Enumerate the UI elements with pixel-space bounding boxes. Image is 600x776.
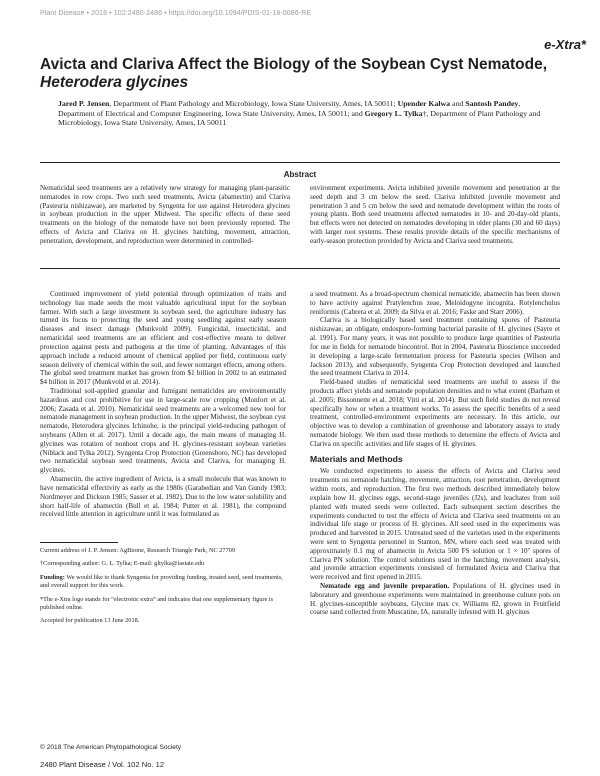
- body-paragraph: Field-based studies of nematicidal seed treatments are useful to assess if the products affect yields and nematode population densities and to what extent (Barham et al. 2005; Bissonnette et al. 2018; Vitti et al. 2014). But such field studies do not reveal specifically how or when a treatment works. To assess the specific benefits of a seed treatment, controlled-environment experiments are necessary. In this article, our objective was to develop a combination of greenhouse and laboratory assays to study nematode biology. We then used these methods to determine the effects of Avicta and Clariva on specific activities and life stages of H. glycines.: [310, 378, 560, 448]
- copyright-line: © 2018 The American Phytopathological Society: [40, 744, 182, 751]
- e-xtra-note: *The e-Xtra logo stands for “electronic extra” and indicates that one supplementary figure is published online.: [40, 595, 274, 612]
- abstract-top-rule: [40, 162, 560, 163]
- page-number-line: 2480 Plant Disease / Vol. 102 No. 12: [40, 760, 165, 769]
- footnote-rule: [40, 542, 118, 543]
- author-separator: and: [450, 99, 466, 108]
- section-heading-materials-methods: Materials and Methods: [310, 453, 403, 464]
- author-name: Santosh Pandey: [465, 99, 519, 108]
- body-paragraph: a seed treatment. As a broad-spectrum chemical nematicide, abamectin has been shown to have activity against Pratylenchus zeae, Meloidogyne incognita, Rotylenchulus reniformis (Cabrera et al. 2009; da Silva et al. 2016; Faske and Starr 2006).: [310, 290, 560, 316]
- body-paragraph: Continued improvement of yield potential through optimization of traits and technology has made seeds the most valuable agricultural input for the soybean farmer. With such a large investment in soybean seed, the agriculture industry has turned its focus to protecting the seed and young seedling against early season diseases and insect damage (Munkvold 2009). Fungicidal, insecticidal, and nematicidal seed treatments are an efficient and cost-effective means to deliver protection against pests and pathogens at the time of planting. Advantages of this approach include a reduced amount of chemical applied per field, continuous early season delivery of chemical within the soil, and fewer nontarget effects, among others. The global seed treatment market has grown from $1 billion in 2002 to an estimated $4 billion in 2017 (Munkvold et al. 2014).: [40, 290, 286, 387]
- author-name: Gregory L. Tylka: [364, 108, 423, 118]
- abstract-text-left: Nematicidal seed treatments are a relatively new strategy for managing plant-parasitic nematodes in row crops. Two such seed treatments, Avicta (abamectin) and Clariva (Pasteuria nishizawae), are marketed by Syngenta for use against Heterodera glycines in soybean production in the upper Midwest. The specific effects of these seed treatments on the biology of the nematode have not been previously reported. The effects of Avicta and Clariva on H. glycines hatching, movement, attraction, penetration, development, and reproduction were determined in controlled-: [40, 184, 290, 245]
- accepted-date: Accepted for publication 13 June 2018.: [40, 617, 140, 625]
- article-title: [40, 56, 560, 92]
- funding-label: Funding:: [40, 573, 65, 581]
- body-paragraph: Abamectin, the active ingredient of Avicta, is a small molecule that was known to have nematicidal effectivity as early as the 1980s (Garabedian and Van Gundy 1983; Nordmeyer and Dickson 1985; Sasser et al. 1982). Due to the low water solubility and short half-life of abamectin (Bull et al. 1984; Putter et al. 1981), the compound received little attention in agriculture until it was formulated as: [40, 475, 286, 519]
- corresponding-author-note: †Corresponding author: G. L. Tylka; E-mail: gltylka@iastate.edu: [40, 560, 205, 568]
- abstract-heading: Abstract: [283, 170, 317, 179]
- runin-heading: Nematode egg and juvenile preparation.: [320, 582, 450, 590]
- author-name: Upender Kalwa: [397, 99, 451, 108]
- author-affiliation: , Department of Plant Pathology and Microbiology, Iowa State University, Ames, IA 50011;: [109, 99, 398, 108]
- body-right-column: [310, 290, 560, 617]
- abstract-left-column: [40, 184, 290, 246]
- abstract-right-column: [310, 184, 560, 246]
- funding-text: We would like to thank Syngenta for providing funding, treated seed, seed treatments, and overall support for this work.: [40, 573, 283, 590]
- e-xtra-badge: e-Xtra*: [544, 37, 586, 52]
- body-left-column: [40, 290, 286, 519]
- abstract-bottom-rule: [40, 268, 560, 269]
- funding-note: [40, 574, 284, 591]
- author-name: Jared P. Jensen: [58, 99, 110, 108]
- journal-citation-line: Plant Disease • 2018 • 102:2480-2486 • https://doi.org/10.1094/PDIS-01-18-0086-RE: [40, 10, 312, 17]
- body-paragraph: Clariva is a biologically based seed treatment containing spores of Pasteuria nishizawae, an obligate, endospore-forming bacterial parasite of H. glycines (Sayre et al. 1991). For many years, it was not possible to produce large quantities of Pasteuria for use in fields for nematode biocontrol. But in 2004, Pasteuria Bioscience succeeded in developing a large-scale fermentation process for Pasteuria species (Wilson and Jackson 2013), and subsequently, Syngenta Crop Protection developed and launched the seed treatment Clariva in 2014.: [310, 316, 560, 378]
- runin-text: Populations of H. glycines used in laboratory and greenhouse experiments were maintained in greenhouse culture pots on H. glycines-susceptible soybeans, Glycine max cv. Williams 82, grown in Fruitfield coarse sand collected from Muscatine, IA, naturally infested with H. glycines: [310, 582, 560, 617]
- current-address-note: Current address of J. P. Jensen: AgBiome, Research Triangle Park, NC 27709: [40, 547, 236, 554]
- author-affiliation: , Department of Electrical and Computer Engineering, Iowa State University, Ames, IA 50011; and: [58, 99, 521, 118]
- author-block: [58, 99, 558, 128]
- title-line-2: [40, 74, 560, 92]
- body-paragraph: [310, 582, 560, 617]
- abstract-text-right: environment experiments. Avicta inhibited juvenile movement and penetration at the seed depth and 3 cm below the seed. Clariva inhibited juvenile movement and penetration 3 and 5 cm below the seed and nematode development within the roots of young plants. Both seed treatments affected nematodes in 10- and 20-day-old plants, but effects were not detected on nematodes developing in older plants (30 and 60 days) with larger root systems. These results provide details of the specific mechanisms of early-season protection provided by Avicta and Clariva seed treatments.: [310, 184, 560, 245]
- footnotes: [40, 547, 284, 631]
- body-paragraph: Traditional soil-applied granular and fumigant nematicides are environmentally hazardous and cost prohibitive for use in large-scale row cropping (Monfort et al. 2006; Zasada et al. 2010). Nematicidal seed treatments are a welcomed new tool for nematode management in soybean production. In the upper Midwest, the soybean cyst nematode, Heterodera glycines Ichinohe, is the principal yield-reducing pathogen of soybeans (Allen et al. 2017). Until a decade ago, the main means of managing H. glycines was rotation of nonhost crops and H. glycines-resistant soybean varieties (Niblack and Tylka 2012). Syngenta Crop Protection (Greensboro, NC) has developed two nematicidal soybean seed treatments, Avicta and Clariva, for managing H. glycines.: [40, 386, 286, 475]
- body-paragraph: We conducted experiments to assess the effects of Avicta and Clariva seed treatments on nematode hatching, movement, attraction, root penetration, development within roots, and reproduction. The first two methods described immediately below explain how H. glycines eggs, second-stage juveniles (J2s), and leachates from soil planted with treated seeds were collected. Each subsequent section describes the experiments conducted to test the effects of Avicta and Clariva seed treatments on an individual life stage or process of H. glycines. All seed used in the experiments was produced and harvested in 2015. Untreated seed of the varieties used in the experiments were sent to Syngenta personnel in Stanton, MN, where each seed was treated with approximately 0.1 mg of abamectin in Avicta 500 FS solution or 1 × 10⁷ spores of Clariva PN solution. The control solutions used in the hatching, movement analysis, and juvenile attraction experiments consisted of formulated Avicta and Clariva that were received and first opened in 2015.: [310, 467, 560, 582]
- title-species: Heterodera glycines: [40, 74, 189, 91]
- author-affiliation: †, Department of Plant Pathology and Microbiology, Iowa State University, Ames, IA 50011: [58, 108, 541, 128]
- title-line-1: Avicta and Clariva Affect the Biology of the Soybean Cyst Nematode,: [40, 56, 548, 73]
